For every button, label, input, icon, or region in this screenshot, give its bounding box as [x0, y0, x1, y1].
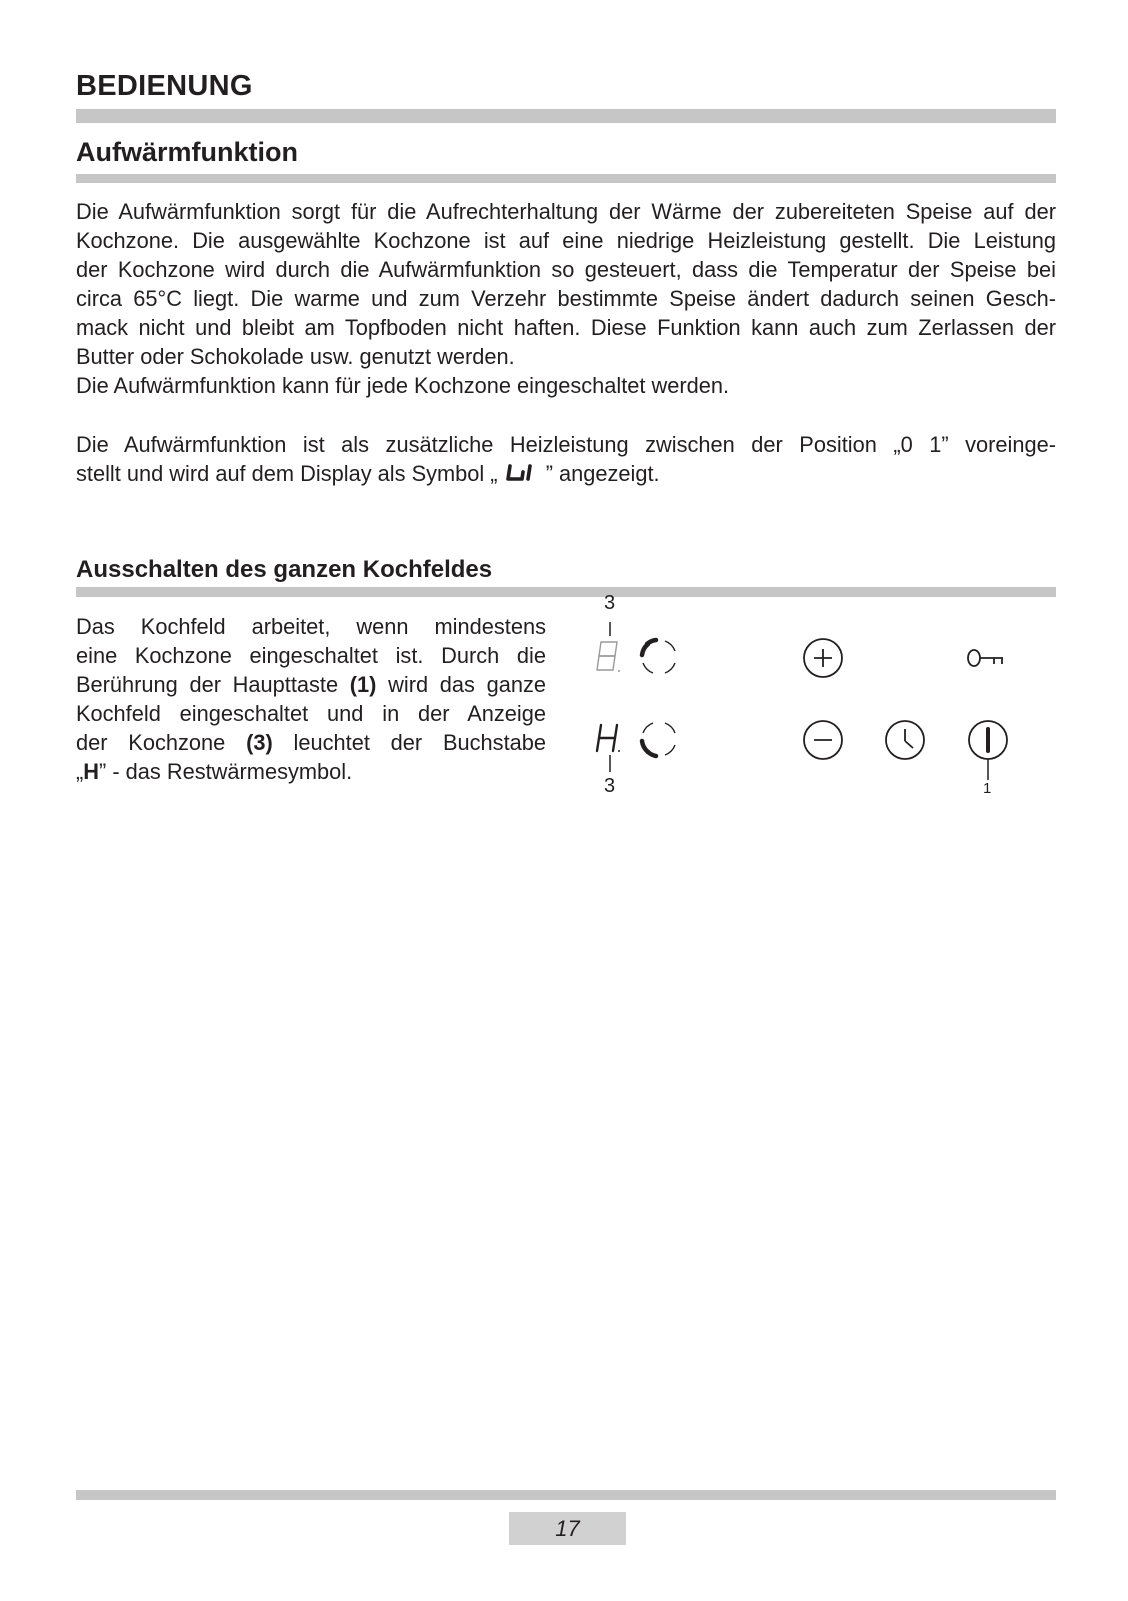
text-line: Die Aufwärmfunktion ist als zusätzliche Heizleistung zwischen der Position „0 1” voreinge-	[76, 432, 1056, 457]
decimal-dot	[618, 670, 620, 672]
decimal-dot	[618, 750, 620, 752]
plus-icon	[804, 639, 842, 677]
segment-display-icon	[597, 725, 617, 751]
zone-indicator-icon	[642, 640, 675, 673]
page-header-title: BEDIENUNG	[76, 70, 253, 102]
power-icon	[969, 721, 1007, 759]
text-line: Kochzone. Die ausgewählte Kochzone ist auf eine niedrige Heizleistung gestellt. Die Leistung	[76, 228, 1056, 253]
text-fragment: Berührung der Haupttaste	[76, 672, 350, 697]
text-line: Die Aufwärmfunktion sorgt für die Aufrechterhaltung der Wärme der zubereiteten Speise auf der	[76, 199, 1056, 224]
text-line: der Kochzone wird durch die Aufwärmfunktion so gesteuert, dass die Temperatur der Speise bei	[76, 257, 1056, 282]
bold-reference: H	[83, 759, 100, 784]
text-line	[76, 757, 546, 786]
text-line	[76, 459, 1056, 488]
text-line: circa 65°C liegt. Die warme und zum Verzehr bestimmte Speise ändert dadurch seinen Gesch-	[76, 286, 1056, 311]
callout-label-main-key: 1	[983, 780, 992, 797]
text-line: eine Kochzone eingeschaltet ist. Durch die	[76, 643, 546, 668]
header-rule	[76, 109, 1056, 123]
text-fragment: ” - das Restwärmesymbol.	[99, 759, 353, 784]
text-line: Kochfeld eingeschaltet und in der Anzeige	[76, 701, 546, 726]
page-number: 17	[509, 1512, 626, 1545]
text-line: Die Aufwärmfunktion kann für jede Kochzone eingeschaltet werden.	[76, 373, 730, 398]
control-panel-diagram	[576, 592, 1046, 820]
footer-rule	[76, 1490, 1056, 1500]
bold-reference: (1)	[349, 672, 377, 697]
text-line: Butter oder Schokolade usw. genutzt werden.	[76, 344, 515, 369]
control-panel-drawing	[576, 600, 1046, 820]
text-line	[76, 670, 546, 699]
text-line	[76, 728, 546, 757]
text-line: mack nicht und bleibt am Topfboden nicht haften. Diese Funktion kann auch zum Zerlassen der	[76, 315, 1056, 340]
section-rule	[76, 587, 1056, 597]
minus-icon	[804, 721, 842, 759]
text-fragment: stellt und wird auf dem Display als Symbol „	[76, 461, 504, 486]
text-fragment: leuchtet der Buchstabe	[272, 730, 546, 755]
text-fragment: „	[76, 759, 84, 784]
bold-reference: (3)	[246, 730, 273, 755]
key-lock-icon	[968, 650, 1003, 666]
callout-label-display-bottom: 3	[604, 775, 616, 797]
text-fragment: ” angezeigt.	[539, 461, 660, 486]
section-title-ausschalten: Ausschalten des ganzen Kochfeldes	[76, 556, 493, 583]
section-title-aufwaermfunktion: Aufwärmfunktion	[76, 137, 298, 167]
text-line: Das Kochfeld arbeitet, wenn mindestens	[76, 614, 546, 639]
callout-label-display-top: 3	[604, 592, 616, 614]
ausschalten-paragraph	[76, 612, 546, 786]
text-fragment: der Kochzone	[76, 730, 247, 755]
aufwaermfunktion-position-paragraph	[76, 430, 1056, 488]
section-rule	[76, 174, 1056, 183]
text-fragment: wird das ganze	[376, 672, 546, 697]
warm-symbol-icon	[506, 463, 538, 483]
segment-display-icon	[597, 642, 617, 670]
clock-icon	[886, 721, 924, 759]
zone-indicator-icon	[642, 723, 675, 756]
aufwaermfunktion-paragraph	[76, 197, 1056, 400]
